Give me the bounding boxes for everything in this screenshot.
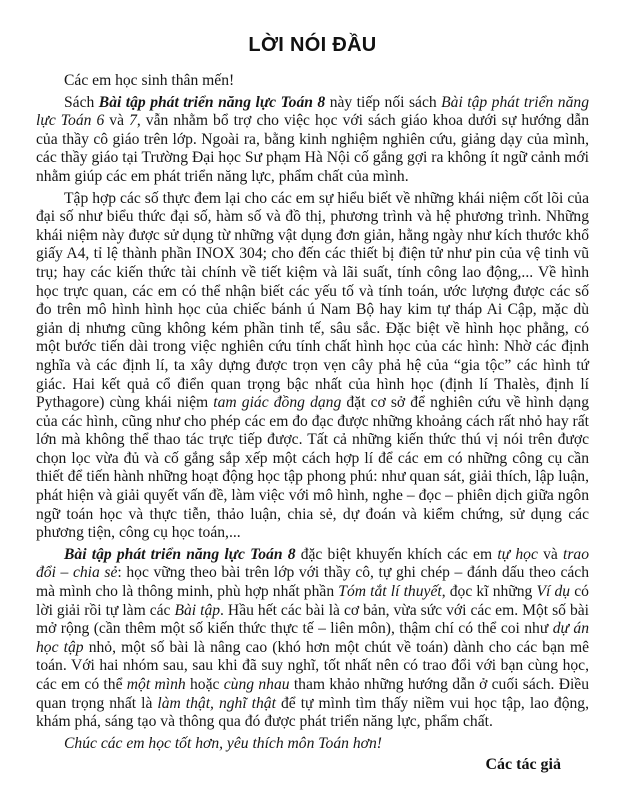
paragraph [36, 735, 589, 754]
italic-text: Bài tập phát triển năng lực Toán 6 [36, 93, 589, 130]
italic-text: Ví dụ [536, 583, 571, 601]
italic-text: cùng nhau [223, 676, 290, 693]
paragraph: Các em học sinh thân mến! [64, 72, 235, 89]
italic-text: một mình [126, 676, 186, 693]
italic-text: Tóm tắt lí thuyết [338, 583, 442, 601]
paragraph: Bài tập phát triển năng lực Toán 8 đặc biệt khuyến khích các em tự học và trao đổi – chia sẻ: học vững theo bài trên lớp với thầy cô, tự ghi chép – đánh dấu theo cách mà mình cho là thông minh, phù hợp nhất phần Tóm tắt lí thuyết, đọc kĩ những Ví dụ có lời giải rồi tự làm các Bài tập. Hầu hết các bài là cơ bản, vừa sức với các em. Một số bài mở rộng (cần thêm một số kiến thức thực tế – liên môn), thậm chí có thể coi như dự án học tập nhỏ, một số bài là nâng cao (khó hơn một chút về toán) dành cho các bạn mê toán. Với hai nhóm sau, sau khi đã suy nghĩ, tốt nhất nên có trao đổi với bạn cùng học, các em có thể một mình hoặc cùng nhau tham khảo những hướng dẫn ở cuối sách. Điều quan trọng nhất là làm thật, nghĩ thật để tự mình tìm thấy niềm vui học tập, lao động, khám phá, sáng tạo và thông qua đó được phát triển năng lực, phẩm chất. [36, 545, 590, 731]
italic-text: 7 [129, 112, 137, 130]
signature: Các tác giả [485, 756, 561, 774]
italic-text: trao đổi – chia sẻ [36, 545, 589, 582]
paragraph: Sách Bài tập phát triển năng lực Toán 8 này tiếp nối sách Bài tập phát triển năng lực Toán 6 và 7, vẫn nhằm bổ trợ cho việc học với sách giáo khoa dưới sự hướng dẫn của thầy cô giáo trên lớp. Ngoài ra, bằng kinh nghiệm nghiên cứu, giảng dạy của mình, các thầy giáo tại Trường Đại học Sư phạm Hà Nội cố gắng gợi ra không ít ngữ cảnh mới nhằm giúp các em phát triển năng lực, phẩm chất của mình. [36, 93, 590, 185]
italic-text: tam giác đồng dạng [213, 394, 342, 412]
bold-italic-text: Bài tập phát triển năng lực Toán 8 [64, 545, 296, 563]
bold-italic-text: Bài tập phát triển năng lực Toán 8 [98, 93, 326, 111]
italic-text: tự học [497, 545, 538, 563]
document-body [36, 72, 589, 753]
page-title: LỜI NÓI ĐẦU [248, 34, 377, 56]
italic-text: Chúc các em học tốt hơn, yêu thích môn Toán hơn! [64, 734, 382, 752]
italic-text: dự án học tập [36, 620, 589, 656]
italic-text: làm thật, nghĩ thật [157, 694, 276, 712]
italic-text: Bài tập [174, 601, 221, 619]
paragraph: Tập hợp các số thực đem lại cho các em sự hiểu biết về những khái niệm cốt lõi của đại số như biểu thức đại số, hàm số và đồ thị, phương trình và hệ phương trình. Những khái niệm này được sử dụng từ những vật dụng đơn giản, hằng ngày như kích thước khổ giấy A4, tỉ lệ thành phần INOX 304; cho đến các thiết bị điện tử như pin của vệ tinh vũ trụ; hay các kiến thức tài chính về tiết kiệm và lãi suất, tính công lao động,... Về hình học trực quan, các em có thể nhận biết các yếu tố và tính toán, ước lượng được các số đo trên mô hình hình học của chiếc bánh ú Nam Bộ hay kim tự tháp Ai Cập, mặc dù giản dị nhưng cũng không kém phần tinh tế, sâu sắc. Đặc biệt về hình học phẳng, có một bước tiến dài trong việc nghiên cứu tính chất hình học của các hình: Nhờ các định nghĩa và các định lí, ta xây dựng được trọn vẹn cây phả hệ của “gia tộc” các hình tứ giác. Hai kết quả cổ điển quan trọng bậc nhất của hình học (định lí Thalès, định lí Pythagore) cùng khái niệm tam giác đồng dạng đặt cơ sở để nghiên cứu về hình dạng của các hình, cũng như cho phép các em đo đạc được những khoảng cách rất nhỏ hay rất lớn mà không thể thao tác trực tiếp được. Tất cả những kiến thức thú vị nói trên được chọn lọc vừa đủ và cố gắng sắp xếp một cách hợp lí để các em có những công cụ cần thiết để tiến hành những hoạt động học tập phong phú: như quan sát, giải thích, lập luận, phát hiện và giải quyết vấn đề, làm việc với mô hình, nghe – đọc – phiên dịch giữa ngôn ngữ toán học và thực tiễn, thảo luận, chia sẻ, dự đoán và kiểm chứng, sử dụng các phương tiện, công cụ học toán,... [36, 189, 590, 542]
